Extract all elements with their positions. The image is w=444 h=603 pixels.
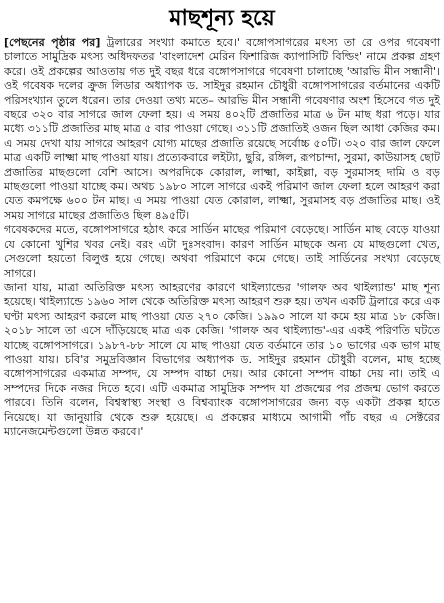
article-body [4, 36, 440, 439]
article-paragraph-3: জানা যায়, মাত্রা অতিরিক্ত মৎস্য আহরণের কারণে থাইল্যান্ডের 'গালফ অব থাইল্যান্ড' মাছ শূন্য হয়েছে। থাইল্যান্ডে ১৯৬০ সাল থেকে অতিরিক্ত মৎস্য আহরণ শুরু হয়। তখন একটি ট্রলারে করে এক ঘণ্টা মৎস্য আহরণ করলে মাছ পাওয়া যেত ২৭০ কেজি। ১৯৯০ সালে যা কমে হয় মাত্র ১৮ কেজি। ২০১৮ সালে তা এসে দাঁড়িয়েছে মাত্র এক কেজি। 'গালফ অব থাইল্যান্ড'-এর একই পরিণতি ঘটতে যাচ্ছে বঙ্গোপসাগরে। ১৯৮৭-৮৮ সালে যে মাছ পাওয়া যেত বর্তমানে তার ১০ ভাগের এক ভাগ মাছ পাওয়া যায়। চবি'র সমুদ্রবিজ্ঞান বিভাগের অধ্যাপক ড. সাইদুর রহমান চৌধুরী বলেন, মাছ হচ্ছে বঙ্গোপসাগরের একমাত্র সম্পদ, যে সম্পদ বাচ্চা দেয়। আর কোনো সম্পদ বাচ্চা দেয় না। তাই এ সম্পদের দিকে নজর দিতে হবে। এটি একমাত্র সামুদ্রিক সম্পদ যা প্রজন্মের পর প্রজন্ম ভোগ করতে পারবে। তিনি বলেন, বিশ্বস্বাস্থ্য সংস্থা ও বিশ্বব্যাংক বঙ্গোপসাগরের জন্য বড় একটা প্রকল্প হাতে নিয়েছে। যা জানুয়ারি থেকে শুরু হয়েছে। এ প্রকল্পের মাধ্যমে আগামী পাঁচ বছর এ সেক্টরের ম্যানেজমেন্টগুলো উন্নত করবে।' [4, 280, 440, 438]
continuation-label: [পেছনের পৃষ্ঠার পর] [4, 36, 101, 49]
headline: মাছশূন্য হয়ে [169, 5, 275, 31]
paragraph-text: ট্রলারের সংখ্যা কমাতে হবে।' বঙ্গোপসাগরের মৎস্য তা রে ওপর গবেষণা চালাতে সামুদ্রিক মৎস্য অধিদফতর 'বাংলাদেশ মেরিন ফিশারিজ ক্যাপাসিটি বিল্ডিং' নামে প্রকল্প গ্রহণ করে। ওই প্রকল্পের আওতায় গত দুই বছর ধরে বঙ্গোপসাগরে গবেষণা চালাচ্ছে 'আরভি মীন সন্ধানী'। ওই গবেষক দলের ক্রুজ লিডার অধ্যাপক ড. সাইদুর রহমান চৌধুরী বঙ্গোপসাগরের বর্তমানের একটি পরিসংখ্যান তুলে ধরেন। তার দেওয়া তথ্য মতে– আরভি মীন সন্ধানী গবেষণার অংশ হিসেবে গত দুই বছরে ৩২০ বার সাগরে জাল ফেলা হয়। এ সময় ৪০২টি প্রজাতির মাত্র ৬ টন মাছ ধরা পড়ে। যার মধ্যে ৩১১টি প্রজাতির মাছ মাত্র ৫ বার পাওয়া গেছে। ৩১১টি প্রজাতিই ওজন ছিল আধা কেজির কম। এ সময় দেখা যায় সাগরে আহরণ যোগ্য মাছের প্রজাতি রয়েছে সর্বোচ্চ ৫০টি। ৩২০ বার জাল ফেলে মাত্র একটি লাক্ষ্মা মাছ পাওয়া যায়। প্রত্যেকবারে লইট্যা, ছুরি, রঙ্গিল, রূপচান্দা, সুরমা, কাউয়াসহ ছোট প্রজাতির মাছগুলো বেশি আসে। অপরদিকে কোরাল, লাক্ষ্মা, কাইল্লা, বড় সুরমাসহ দামি ও বড় মাছগুলো পাওয়া যাচ্ছে কম। অথচ ১৯৮০ সালে সাগরে একই পরিমাণ জাল ফেলা হলে আহরণ করা যেত কমপক্ষে ৬০০ টন মাছ। এ সময় পাওয়া যেত কোরাল, লাক্ষ্মা, সুরমাসহ বড় প্রজাতির মাছ। ওই সময় সাগরে মাছের প্রজাতিও ছিল ৪৯৫টি। [4, 36, 441, 222]
article-paragraph-2: গবেষকদের মতে, বঙ্গোপসাগরে হঠাৎ করে সার্ডিন মাছের পরিমাণ বেড়েছে। সার্ডিন মাছ বেড়ে যাওয়া যে কোনো খুশির খবর নেই। বরং এটা দুঃসংবাদ। কারণ সার্ডিন মাছকে অন্য যে মাছগুলো খেত, সেগুলো হয়তো বিলুপ্ত হয়ে গেছে। অথবা পরিমাণে কমে গেছে। তাই সার্ডিনের সংখ্যা বেড়েছে সাগরে। [4, 223, 440, 280]
article-paragraph-1 [4, 36, 440, 223]
